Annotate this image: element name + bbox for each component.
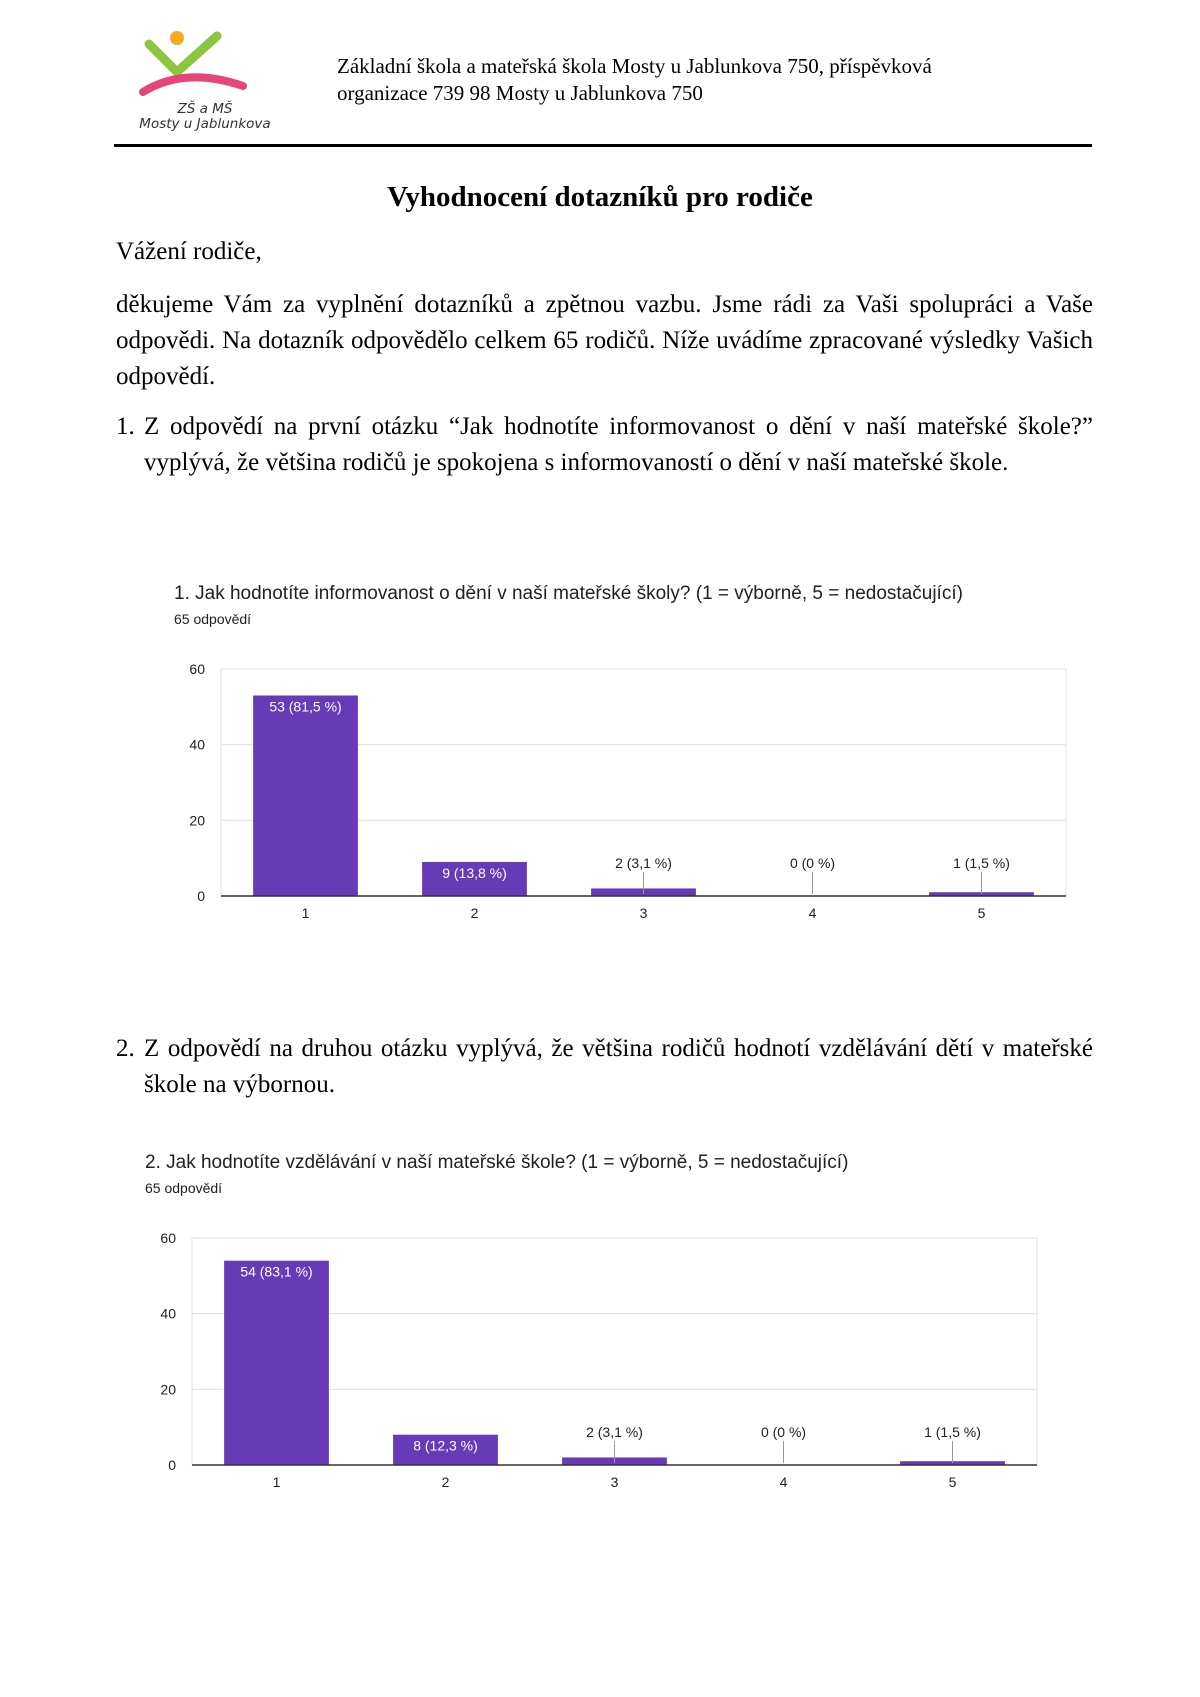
chart-question-2: [145, 1152, 1045, 1492]
list-item-2: [116, 1031, 1093, 1103]
x-tick-label: 2: [470, 905, 479, 921]
bar-data-label: 1 (1,5 %): [953, 855, 1010, 871]
list-item-1: [116, 409, 1093, 481]
x-tick-label: 5: [948, 1474, 957, 1490]
x-tick-label: 4: [779, 1474, 788, 1490]
logo-text-short: ZŠ a MŠ: [177, 101, 233, 117]
bar-data-label: 1 (1,5 %): [924, 1424, 981, 1440]
list-item-number: 1.: [116, 413, 135, 440]
header-divider: [114, 144, 1092, 147]
x-tick-label: 1: [301, 905, 310, 921]
chart-response-count: 65 odpovědí: [145, 1180, 223, 1196]
bar-data-label: 2 (3,1 %): [615, 855, 672, 871]
y-tick-label: 0: [197, 888, 205, 904]
bar: [224, 1261, 329, 1465]
y-tick-label: 20: [189, 812, 205, 829]
chart-response-count: 65 odpovědí: [174, 611, 252, 627]
document-title: Vyhodnocení dotazníků pro rodiče: [387, 181, 813, 213]
chart-title: 2. Jak hodnotíte vzdělávání v naší mateřské škole? (1 = výborně, 5 = nedostačující): [145, 1152, 849, 1173]
x-tick-label: 3: [610, 1474, 619, 1490]
bar-data-label: 0 (0 %): [789, 855, 836, 871]
bar-chart: [174, 583, 1074, 923]
bar-chart: [145, 1152, 1045, 1492]
x-tick-label: 2: [441, 1474, 450, 1490]
bar-data-label: 9 (13,8 %): [442, 864, 507, 881]
logo-text-place: Mosty u Jablunkova: [139, 116, 271, 132]
logo-graphic: [125, 30, 285, 102]
bar: [253, 695, 358, 896]
y-tick-label: 0: [168, 1457, 176, 1473]
y-tick-label: 40: [189, 736, 205, 753]
bar-data-label: 53 (81,5 %): [269, 698, 342, 715]
school-address-line1: Základní škola a mateřská škola Mosty u Jablunkova 750, příspěvková: [337, 54, 932, 78]
bar-data-label: 2 (3,1 %): [586, 1424, 643, 1440]
x-tick-label: 5: [977, 905, 986, 921]
y-tick-label: 60: [189, 661, 205, 677]
y-tick-label: 40: [160, 1305, 176, 1322]
list-item-number: 2.: [116, 1035, 135, 1062]
bar-data-label: 54 (83,1 %): [240, 1263, 313, 1280]
intro-paragraph: děkujeme Vám za vyplnění dotazníků a zpětnou vazbu. Jsme rádi za Vaši spolupráci a Vaše odpovědi. Na dotazník odpovědělo celkem 65 rodičů. Níže uvádíme zpracované výsledky Vašich odpovědí.: [116, 291, 1093, 390]
bar-data-label: 0 (0 %): [760, 1424, 807, 1440]
school-address: [337, 53, 1117, 107]
y-tick-label: 60: [160, 1230, 176, 1246]
x-tick-label: 1: [272, 1474, 281, 1490]
chart-title: 1. Jak hodnotíte informovanost o dění v naší mateřské školy? (1 = výborně, 5 = nedostačující): [174, 583, 963, 604]
x-tick-label: 4: [808, 905, 817, 921]
list-item-text: Z odpovědí na první otázku “Jak hodnotíte informovanost o dění v naší mateřské škole?” vyplývá, že většina rodičů je spokojena s informovaností o dění v naší mateřské škole.: [144, 413, 1093, 476]
chart-question-1: [174, 583, 1074, 923]
x-tick-label: 3: [639, 905, 648, 921]
list-item-text: Z odpovědí na druhou otázku vyplývá, že většina rodičů hodnotí vzdělávání dětí v mateřské škole na výbornou.: [144, 1035, 1093, 1098]
school-address-line2: organizace 739 98 Mosty u Jablunkova 750: [337, 81, 703, 105]
greeting: Vážení rodiče,: [116, 238, 262, 265]
bar-data-label: 8 (12,3 %): [413, 1437, 478, 1454]
y-tick-label: 20: [160, 1381, 176, 1398]
school-logo: [125, 30, 285, 140]
